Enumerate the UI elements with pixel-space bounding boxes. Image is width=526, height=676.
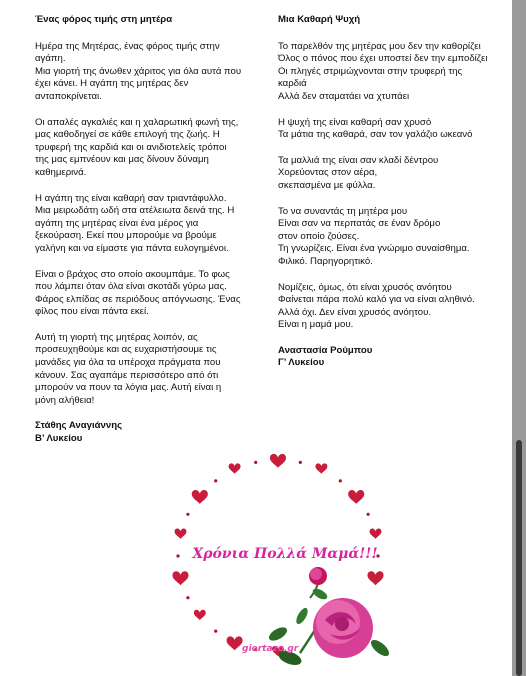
heart-icon (175, 528, 187, 538)
poem-line: Φάρος ελπίδας σε περιόδους απόγνωσης. Ένας (35, 293, 241, 305)
right-poem-body (278, 41, 510, 332)
right-poem (278, 14, 510, 370)
poem-line: κάνουν. Σας αγαπάμε περισσότερο από ότι (35, 369, 219, 381)
poem-line: γαλήνη και να είμαστε για πάντα ευλογημένοι. (35, 242, 229, 254)
poem-line: μας καθοδηγεί σε κάθε επιλογή της ζωής. Η (35, 129, 220, 141)
stanza (278, 282, 510, 332)
poem-line: αγάπη της μητέρας είναι ένα μέρος για (35, 217, 199, 229)
poem-line: Όλος ο πόνος που έχει υποστεί δεν την εμποδίζει (278, 53, 488, 65)
stanza (35, 193, 267, 256)
poem-line: Η ψυχή της είναι καθαρή σαν χρυσό (278, 116, 432, 128)
heart-icon (172, 571, 188, 585)
heart-icon (348, 490, 364, 504)
poem-line: αγάπη. (35, 53, 66, 65)
right-poem-title: Μια Καθαρή Ψυχή (278, 14, 361, 25)
poem-line: Αυτή τη γιορτή της μητέρας λοιπόν, ας (35, 331, 198, 343)
stanza (35, 41, 267, 104)
bead-dot (367, 513, 370, 516)
card-artwork (160, 448, 410, 676)
stanza (278, 41, 510, 104)
poem-line: ξεκούραση. Εκεί που μπορούμε να βρούμε (35, 230, 217, 242)
stanza (278, 206, 510, 269)
poem-line: Μια γιορτή της άνωθεν χάριτος για όλα αυτά που (35, 65, 242, 77)
bead-dot (299, 461, 302, 464)
right-poem-author-class: Γ’ Λυκείου (278, 357, 325, 369)
poem-line: μπορούν να πουν τα λόγια μας. Αυτή είναι η (35, 382, 222, 394)
stanza (35, 332, 267, 408)
poem-line: Είναι η μαμά μου. (278, 319, 354, 331)
left-poem-title: Ένας φόρος τιμής στη μητέρα (35, 14, 173, 25)
left-poem (35, 14, 267, 446)
poem-line: καθημερινά. (35, 166, 87, 178)
heart-icon (367, 571, 383, 585)
poem-line: στον οποίο ζούσες. (278, 230, 360, 242)
heart-icon (370, 528, 382, 538)
heart-icon (194, 610, 206, 620)
poem-line: καρδιά (278, 78, 307, 90)
stanza (278, 117, 510, 142)
bead-dot (186, 513, 189, 516)
stanza (35, 117, 267, 180)
poem-line: Οι απαλές αγκαλιές και η χαλαρωτική φωνή της, (35, 116, 239, 128)
bead-dot (214, 630, 217, 633)
left-poem-author-name: Στάθης Αναγιάννης (35, 420, 123, 432)
bead-dot (254, 461, 257, 464)
poem-line: Το παρελθόν της μητέρας μου δεν την καθορίζει (278, 40, 481, 52)
bead-dot (339, 479, 342, 482)
heart-icon (229, 463, 241, 473)
card-watermark: giortazo.gr (242, 644, 299, 654)
poem-line: Τη γνωρίζεις. Είναι ένα γνώριμο συναίσθημα. (278, 243, 470, 255)
poem-line: Τα μαλλιά της είναι σαν κλαδί δέντρου (278, 154, 439, 166)
poem-line: Αλλά όχι. Δεν είναι χρυσός ανόητου. (278, 306, 432, 318)
heart-icon (315, 463, 327, 473)
heart-icon (192, 490, 208, 504)
stanza (35, 269, 267, 319)
poem-line: προσευχηθούμε και ας ευχαριστήσουμε τις (35, 344, 217, 356)
poem-line: φίλος που είναι πάντα εκεί. (35, 306, 149, 318)
poem-line: Φιλικό. Παρηγορητικό. (278, 255, 373, 267)
poem-line: που λάμπει όταν όλα είναι σκοτάδι γύρω μας. (35, 281, 227, 293)
poem-line: Είναι σαν να περπατάς σε έναν δρόμο (278, 218, 441, 230)
scrollbar-thumb[interactable] (516, 440, 522, 676)
poem-line: Νομίζεις, όμως, ότι είναι χρυσός ανόητου (278, 281, 452, 293)
poem-line: Είναι ο βράχος στο οποίο ακουμπάμε. Το φως (35, 268, 230, 280)
poem-line: ανταποκρίνεται. (35, 90, 102, 102)
poem-line: Ημέρα της Μητέρας, ένας φόρος τιμής στην (35, 40, 220, 52)
left-poem-author-class: Β’ Λυκείου (35, 433, 83, 445)
bead-dot (186, 596, 189, 599)
poem-line: της μας εμπνέουν και μας δίνουν δύναμη (35, 154, 209, 166)
poem-line: Χορεύοντας στον αέρα, (278, 167, 378, 179)
poem-line: Αλλά δεν σταματάει να χτυπάει (278, 90, 410, 102)
bead-dot (214, 479, 217, 482)
left-poem-body (35, 41, 267, 408)
poem-line: μόνη αλήθεια! (35, 394, 95, 406)
poem-line: Φαίνεται πάρα πολύ καλό για να είναι αληθινό. (278, 294, 475, 306)
poem-line: Το να συναντάς τη μητέρα μου (278, 205, 408, 217)
right-poem-author-name: Αναστασία Ρούμπου (278, 344, 373, 356)
poem-line: Οι πληγές στριμώχνονται στην τρυφερή της (278, 65, 463, 77)
mothers-day-card (160, 448, 410, 676)
stanza (278, 155, 510, 193)
poem-line: Τα μάτια της καθαρά, σαν τον γαλάζιο ωκεανό (278, 129, 473, 141)
poem-line: τρυφερή της καρδιά και οι ανιδιοτελείς τρόποι (35, 141, 227, 153)
poem-line: σκεπασμένα με φύλλα. (278, 179, 376, 191)
card-greeting: Χρόνια Πολλά Μαμά!!! (192, 546, 378, 562)
poem-line: έχει κάνει. Η αγάπη της μητέρας δεν (35, 78, 189, 90)
vertical-scrollbar[interactable] (512, 0, 526, 676)
poem-line: Η αγάπη της είναι καθαρή σαν τριαντάφυλλο. (35, 192, 227, 204)
heart-icon (270, 454, 286, 468)
poem-line: μανάδες για όλα τα υπέροχα πράγματα που (35, 357, 221, 369)
heart-icon (227, 636, 243, 650)
poem-line: Μια μειρωδάτη ωδή στα ατέλειωτα δεινά της. Η (35, 205, 235, 217)
